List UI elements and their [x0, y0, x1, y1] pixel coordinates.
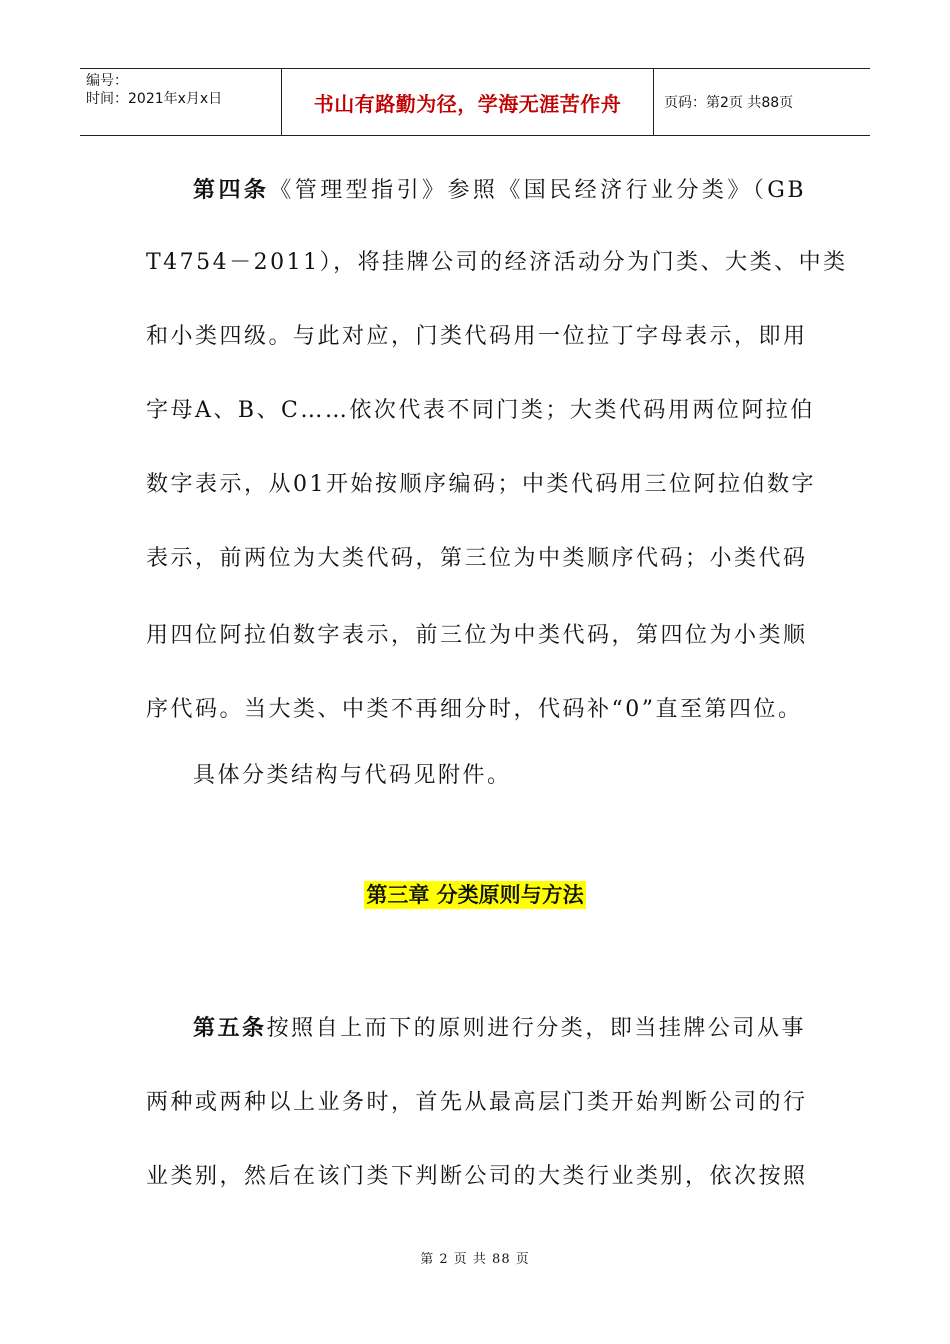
article4-line-2: T4754－2011），将挂牌公司的经济活动分为门类、大类、中类: [146, 250, 848, 275]
chapter-heading: [0, 879, 950, 909]
document-header: [80, 68, 870, 136]
header-meta: [80, 69, 282, 135]
article4-line-8: 序代码。当大类、中类不再细分时，代码补“0”直至第四位。: [146, 697, 803, 722]
article4-line-7: 用四位阿拉伯数字表示，前三位为中类代码，第四位为小类顺: [146, 623, 808, 648]
article4-line-1: 第四条《管理型指引》参照《国民经济行业分类》（GB: [193, 178, 806, 203]
article4-title: 第四条: [193, 178, 270, 203]
article4-followup: 具体分类结构与代码见附件。: [193, 763, 512, 788]
article5-line-2: 两种或两种以上业务时，首先从最高层门类开始判断公司的行: [146, 1090, 808, 1115]
header-page-info: 页码：第2页 共88页: [664, 95, 794, 111]
article4-line-5: 数字表示，从01开始按顺序编码；中类代码用三位阿拉伯数字: [146, 472, 816, 497]
document-number-label: 编号：: [86, 73, 128, 89]
article5-line-1: 第五条按照自上而下的原则进行分类，即当挂牌公司从事: [193, 1016, 806, 1041]
article4-line-6: 表示，前两位为大类代码，第三位为中类顺序代码；小类代码: [146, 546, 808, 571]
chapter-title: 第三章 分类原则与方法: [366, 883, 584, 907]
article5-line-3: 业类别，然后在该门类下判断公司的大类行业类别，依次按照: [146, 1164, 808, 1189]
article4-line-3: 和小类四级。与此对应，门类代码用一位拉丁字母表示，即用: [146, 324, 808, 349]
page-footer: 第 2 页 共 88 页: [420, 1252, 530, 1267]
document-date: 时间：2021年x月x日: [86, 91, 223, 107]
article4-line-4: 字母A、B、C……依次代表不同门类；大类代码用两位阿拉伯: [146, 398, 815, 423]
header-motto: 书山有路勤为径，学海无涯苦作舟: [282, 69, 654, 135]
article5-title: 第五条: [193, 1016, 267, 1041]
